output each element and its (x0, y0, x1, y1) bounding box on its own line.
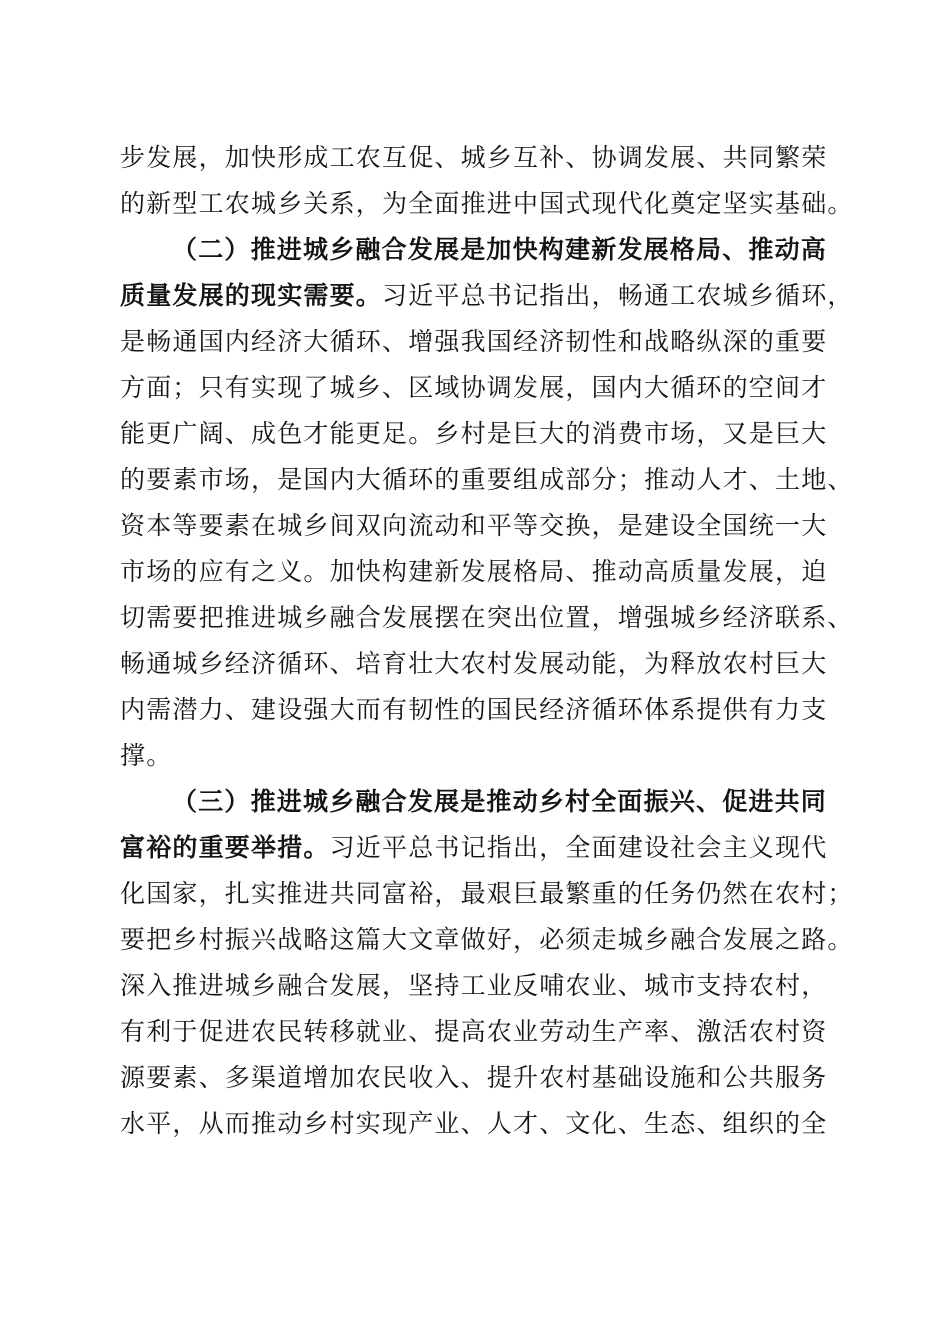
text-span: 习近平总书记指出，全面建设社会主义现代 (329, 833, 828, 862)
text-line: 步发展，加快形成工农互促、城乡互补、协调发展、共同繁荣 (120, 143, 828, 172)
text-line: 要把乡村振兴战略这篇大文章做好，必须走城乡融合发展之路。 (120, 925, 854, 954)
text-line: 的要素市场，是国内大循环的重要组成部分；推动人才、土地、 (120, 465, 854, 494)
text-line: 畅通城乡经济循环、培育壮大农村发展动能，为释放农村巨大 (120, 649, 828, 678)
text-line: 有利于促进农民转移就业、提高农业劳动生产率、激活农村资 (120, 1017, 828, 1046)
text-line: 能更广阔、成色才能更足。乡村是巨大的消费市场，又是巨大 (120, 419, 828, 448)
text-line: 方面；只有实现了城乡、区域协调发展，国内大循环的空间才 (120, 373, 828, 402)
text-line (120, 828, 827, 868)
text-line: 切需要把推进城乡融合发展摆在突出位置，增强城乡经济联系、 (120, 603, 854, 632)
text-line: 的新型工农城乡关系，为全面推进中国式现代化奠定坚实基础。 (120, 189, 854, 218)
text-line: 资本等要素在城乡间双向流动和平等交换，是建设全国统一大 (120, 511, 828, 540)
section-heading-3: （三）推进城乡融合发展是推动乡村全面振兴、促进共同 (172, 787, 828, 816)
text-line: 深入推进城乡融合发展，坚持工业反哺农业、城市支持农村， (120, 971, 828, 1000)
text-line: 撑。 (120, 741, 173, 770)
text-line (120, 276, 854, 316)
text-line: 是畅通国内经济大循环、增强我国经济韧性和战略纵深的重要 (120, 327, 828, 356)
section-heading-2-cont: 质量发展的现实需要。 (120, 281, 383, 310)
text-line: 化国家，扎实推进共同富裕，最艰巨最繁重的任务仍然在农村； (120, 879, 854, 908)
text-line: 内需潜力、建设强大而有韧性的国民经济循环体系提供有力支 (120, 695, 828, 724)
text-line: 源要素、多渠道增加农民收入、提升农村基础设施和公共服务 (120, 1063, 828, 1092)
text-line: 市场的应有之义。加快构建新发展格局、推动高质量发展，迫 (120, 557, 828, 586)
section-heading-2: （二）推进城乡融合发展是加快构建新发展格局、推动高 (172, 235, 828, 264)
text-span: 习近平总书记指出，畅通工农城乡循环， (382, 281, 854, 310)
text-line: 水平，从而推动乡村实现产业、人才、文化、生态、组织的全 (120, 1109, 828, 1138)
section-heading-3-cont: 富裕的重要举措。 (120, 833, 330, 862)
